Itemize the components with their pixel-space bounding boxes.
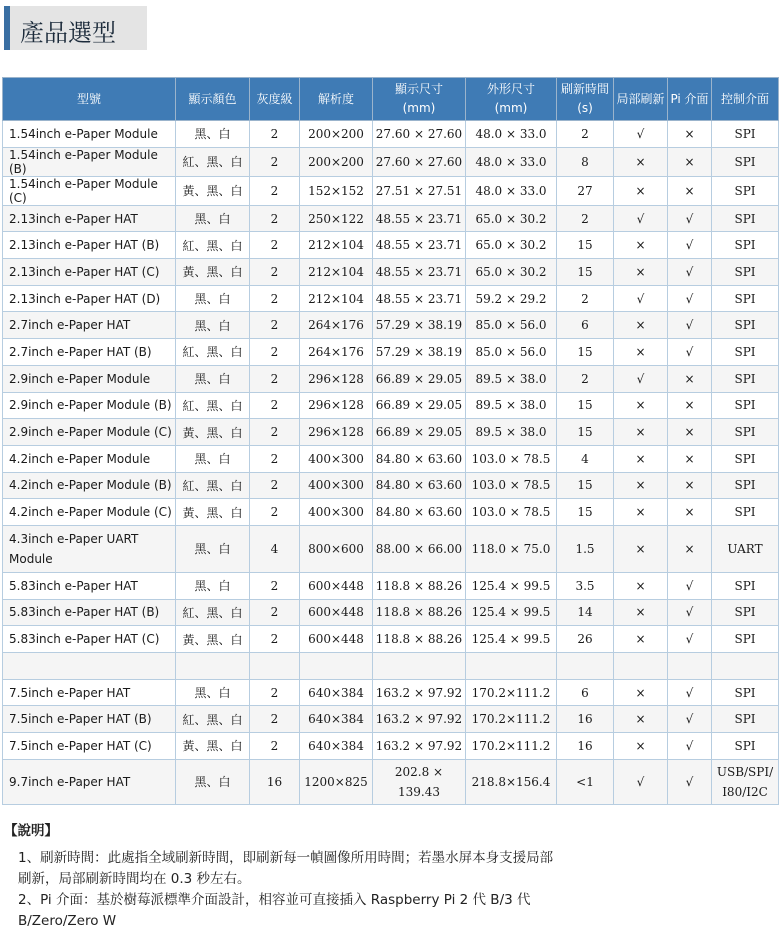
header-label: 型號 xyxy=(76,91,101,106)
cell-display-size xyxy=(373,653,466,680)
cell-refresh-time: 15 xyxy=(557,419,614,446)
note-item-2-continued: B/Zero/Zero W xyxy=(18,913,117,929)
cell-display-size: 84.80 × 63.60 xyxy=(373,472,466,499)
table-row xyxy=(3,599,779,626)
cell-display-size: 163.2 × 97.92 xyxy=(373,706,466,733)
cell-model: 2.7inch e-Paper HAT xyxy=(3,312,176,339)
cell-display-size: 48.55 × 23.71 xyxy=(373,205,466,232)
cell-resolution: 400×300 xyxy=(300,472,373,499)
cell-control-interface xyxy=(712,653,779,680)
cell-pi-interface: √ xyxy=(668,759,712,804)
cell-refresh-time: 27 xyxy=(557,176,614,205)
table-row xyxy=(3,285,779,312)
cell-refresh-time: 6 xyxy=(557,312,614,339)
cell-gray: 2 xyxy=(250,572,300,599)
cell-resolution: 212×104 xyxy=(300,285,373,312)
table-row xyxy=(3,626,779,653)
cell-pi-interface: √ xyxy=(668,232,712,259)
cell-resolution: 212×104 xyxy=(300,259,373,286)
cell-model: 2.9inch e-Paper Module (B) xyxy=(3,392,176,419)
cell-color: 黑、白 xyxy=(176,445,250,472)
header-label: 顯示顏色 xyxy=(188,91,237,106)
cell-outline-size: 65.0 × 30.2 xyxy=(466,232,557,259)
cell-control-interface: SPI xyxy=(712,679,779,706)
cell-partial-refresh: × xyxy=(614,599,668,626)
cell-display-size: 88.00 × 66.00 xyxy=(373,525,466,572)
product-selection-table xyxy=(2,77,779,805)
cell-color: 黑、白 xyxy=(176,121,250,148)
cell-gray: 2 xyxy=(250,205,300,232)
cell-pi-interface: √ xyxy=(668,599,712,626)
header-unit: (mm) xyxy=(494,101,528,115)
cell-pi-interface: √ xyxy=(668,572,712,599)
cell-color: 黑、白 xyxy=(176,205,250,232)
cell-refresh-time: 15 xyxy=(557,392,614,419)
cell-model: 1.54inch e-Paper Module xyxy=(3,121,176,148)
cell-outline-size: 48.0 × 33.0 xyxy=(466,176,557,205)
cell-gray: 2 xyxy=(250,599,300,626)
header-color xyxy=(176,78,250,121)
cell-color: 黑、白 xyxy=(176,572,250,599)
cell-display-size: 202.8 × 139.43 xyxy=(373,759,466,804)
cell-partial-refresh: × xyxy=(614,499,668,526)
cell-gray: 2 xyxy=(250,339,300,366)
table-row xyxy=(3,679,779,706)
cell-resolution: 200×200 xyxy=(300,147,373,176)
cell-control-interface: SPI xyxy=(712,312,779,339)
table-row xyxy=(3,733,779,760)
cell-refresh-time: 15 xyxy=(557,232,614,259)
header-label: 控制介面 xyxy=(720,91,769,106)
cell-outline-size: 118.0 × 75.0 xyxy=(466,525,557,572)
cell-pi-interface: √ xyxy=(668,626,712,653)
cell-color: 黑、白 xyxy=(176,525,250,572)
cell-display-size: 118.8 × 88.26 xyxy=(373,572,466,599)
cell-outline-size: 89.5 × 38.0 xyxy=(466,365,557,392)
cell-gray: 2 xyxy=(250,626,300,653)
cell-pi-interface: × xyxy=(668,525,712,572)
cell-partial-refresh: × xyxy=(614,339,668,366)
cell-control-interface: SPI xyxy=(712,572,779,599)
cell-display-size: 48.55 × 23.71 xyxy=(373,232,466,259)
cell-outline-size: 218.8×156.4 xyxy=(466,759,557,804)
cell-color: 黑、白 xyxy=(176,365,250,392)
cell-gray xyxy=(250,653,300,680)
cell-model: 9.7inch e-Paper HAT xyxy=(3,759,176,804)
table-row xyxy=(3,499,779,526)
cell-pi-interface: √ xyxy=(668,312,712,339)
cell-pi-interface: × xyxy=(668,419,712,446)
table-row xyxy=(3,706,779,733)
cell-gray: 2 xyxy=(250,365,300,392)
table-row xyxy=(3,365,779,392)
cell-display-size: 27.60 × 27.60 xyxy=(373,121,466,148)
note-item-2: 2、Pi 介面：基於樹莓派標準介面設計，相容並可直接插入 Raspberry Pi 2 代 B/3 代 xyxy=(18,892,531,908)
cell-pi-interface: × xyxy=(668,472,712,499)
cell-resolution: 600×448 xyxy=(300,599,373,626)
cell-control-interface: SPI xyxy=(712,599,779,626)
cell-partial-refresh: √ xyxy=(614,285,668,312)
cell-color: 紅、黑、白 xyxy=(176,472,250,499)
note-item-1: 1、刷新時間：此處指全域刷新時間，即刷新每一幀圖像所用時間；若墨水屏本身支援局部 xyxy=(18,850,554,866)
cell-display-size: 118.8 × 88.26 xyxy=(373,599,466,626)
header-label: 局部刷新 xyxy=(616,91,665,106)
cell-resolution: 640×384 xyxy=(300,679,373,706)
cell-color: 紅、黑、白 xyxy=(176,706,250,733)
cell-model: 7.5inch e-Paper HAT xyxy=(3,679,176,706)
cell-color: 黃、黑、白 xyxy=(176,733,250,760)
cell-model: 4.2inch e-Paper Module xyxy=(3,445,176,472)
cell-partial-refresh: × xyxy=(614,147,668,176)
table-header-row xyxy=(3,78,779,121)
cell-partial-refresh: √ xyxy=(614,121,668,148)
cell-partial-refresh: √ xyxy=(614,759,668,804)
cell-pi-interface: √ xyxy=(668,339,712,366)
cell-pi-interface: × xyxy=(668,176,712,205)
table-row xyxy=(3,445,779,472)
page-title: 產品選型 xyxy=(20,19,116,47)
table-row xyxy=(3,759,779,804)
cell-pi-interface: √ xyxy=(668,285,712,312)
cell-control-interface: SPI xyxy=(712,259,779,286)
cell-color: 紅、黑、白 xyxy=(176,147,250,176)
cell-pi-interface: × xyxy=(668,365,712,392)
header-pi-interface xyxy=(668,78,712,121)
cell-refresh-time: 3.5 xyxy=(557,572,614,599)
cell-pi-interface: √ xyxy=(668,706,712,733)
cell-display-size: 27.51 × 27.51 xyxy=(373,176,466,205)
header-label: 外形尺寸 xyxy=(486,82,535,96)
cell-refresh-time xyxy=(557,653,614,680)
cell-gray: 16 xyxy=(250,759,300,804)
cell-partial-refresh xyxy=(614,653,668,680)
cell-model: 2.13inch e-Paper HAT xyxy=(3,205,176,232)
table-row xyxy=(3,312,779,339)
cell-model: 5.83inch e-Paper HAT (B) xyxy=(3,599,176,626)
table-row xyxy=(3,653,779,680)
cell-color: 黃、黑、白 xyxy=(176,176,250,205)
header-unit: (mm) xyxy=(402,101,436,115)
header-refresh-time xyxy=(557,78,614,121)
cell-gray: 2 xyxy=(250,285,300,312)
cell-resolution: 600×448 xyxy=(300,572,373,599)
cell-outline-size: 85.0 × 56.0 xyxy=(466,312,557,339)
cell-color: 黑、白 xyxy=(176,285,250,312)
cell-resolution: 800×600 xyxy=(300,525,373,572)
cell-outline-size: 48.0 × 33.0 xyxy=(466,147,557,176)
table-row xyxy=(3,472,779,499)
cell-gray: 2 xyxy=(250,176,300,205)
header-model xyxy=(3,78,176,121)
cell-outline-size: 89.5 × 38.0 xyxy=(466,419,557,446)
cell-color xyxy=(176,653,250,680)
cell-resolution: 640×384 xyxy=(300,706,373,733)
cell-display-size: 66.89 × 29.05 xyxy=(373,392,466,419)
cell-control-interface: SPI xyxy=(712,706,779,733)
cell-partial-refresh: × xyxy=(614,392,668,419)
cell-control-interface: SPI xyxy=(712,392,779,419)
cell-gray: 2 xyxy=(250,259,300,286)
cell-pi-interface: × xyxy=(668,147,712,176)
notes-section xyxy=(0,821,780,932)
cell-refresh-time: 4 xyxy=(557,445,614,472)
cell-resolution xyxy=(300,653,373,680)
cell-gray: 2 xyxy=(250,472,300,499)
cell-model: 1.54inch e-Paper Module (B) xyxy=(3,147,176,176)
cell-display-size: 48.55 × 23.71 xyxy=(373,259,466,286)
cell-pi-interface: × xyxy=(668,445,712,472)
cell-color: 紅、黑、白 xyxy=(176,232,250,259)
cell-partial-refresh: × xyxy=(614,572,668,599)
cell-color: 紅、黑、白 xyxy=(176,599,250,626)
cell-gray: 2 xyxy=(250,419,300,446)
cell-gray: 2 xyxy=(250,499,300,526)
cell-color: 黃、黑、白 xyxy=(176,499,250,526)
cell-gray: 2 xyxy=(250,679,300,706)
cell-control-interface: SPI xyxy=(712,419,779,446)
cell-refresh-time: 14 xyxy=(557,599,614,626)
cell-refresh-time: 8 xyxy=(557,147,614,176)
cell-display-size: 57.29 × 38.19 xyxy=(373,312,466,339)
cell-pi-interface: × xyxy=(668,392,712,419)
cell-outline-size: 103.0 × 78.5 xyxy=(466,499,557,526)
cell-refresh-time: 6 xyxy=(557,679,614,706)
header-label: 解析度 xyxy=(317,91,354,106)
cell-resolution: 640×384 xyxy=(300,733,373,760)
cell-color: 黃、黑、白 xyxy=(176,419,250,446)
cell-refresh-time: 15 xyxy=(557,472,614,499)
cell-model: 7.5inch e-Paper HAT (B) xyxy=(3,706,176,733)
cell-control-interface: UART xyxy=(712,525,779,572)
cell-outline-size: 125.4 × 99.5 xyxy=(466,599,557,626)
cell-gray: 4 xyxy=(250,525,300,572)
cell-partial-refresh: × xyxy=(614,232,668,259)
cell-partial-refresh: × xyxy=(614,733,668,760)
cell-resolution: 152×152 xyxy=(300,176,373,205)
cell-refresh-time: 15 xyxy=(557,259,614,286)
cell-model: 4.2inch e-Paper Module (C) xyxy=(3,499,176,526)
cell-color: 黃、黑、白 xyxy=(176,259,250,286)
header-label: 灰度級 xyxy=(256,91,293,106)
cell-model: 2.9inch e-Paper Module (C) xyxy=(3,419,176,446)
cell-resolution: 200×200 xyxy=(300,121,373,148)
cell-refresh-time: 1.5 xyxy=(557,525,614,572)
table-row xyxy=(3,392,779,419)
cell-refresh-time: 16 xyxy=(557,733,614,760)
cell-resolution: 296×128 xyxy=(300,365,373,392)
cell-resolution: 250×122 xyxy=(300,205,373,232)
cell-partial-refresh: × xyxy=(614,445,668,472)
table-row xyxy=(3,147,779,176)
cell-refresh-time: 16 xyxy=(557,706,614,733)
cell-partial-refresh: × xyxy=(614,259,668,286)
cell-resolution: 1200×825 xyxy=(300,759,373,804)
cell-partial-refresh: × xyxy=(614,679,668,706)
header-label: Pi 介面 xyxy=(670,91,709,106)
cell-display-size: 84.80 × 63.60 xyxy=(373,499,466,526)
cell-display-size: 66.89 × 29.05 xyxy=(373,365,466,392)
cell-color: 黑、白 xyxy=(176,679,250,706)
cell-control-interface: SPI xyxy=(712,176,779,205)
cell-model: 2.13inch e-Paper HAT (D) xyxy=(3,285,176,312)
cell-model: 2.9inch e-Paper Module xyxy=(3,365,176,392)
table-row xyxy=(3,205,779,232)
cell-model: 2.7inch e-Paper HAT (B) xyxy=(3,339,176,366)
cell-resolution: 400×300 xyxy=(300,445,373,472)
cell-resolution: 296×128 xyxy=(300,392,373,419)
cell-display-size: 48.55 × 23.71 xyxy=(373,285,466,312)
cell-resolution: 400×300 xyxy=(300,499,373,526)
header-display-size xyxy=(373,78,466,121)
cell-outline-size: 48.0 × 33.0 xyxy=(466,121,557,148)
table-row xyxy=(3,525,779,572)
cell-control-interface: SPI xyxy=(712,232,779,259)
cell-resolution: 296×128 xyxy=(300,419,373,446)
cell-model: 5.83inch e-Paper HAT xyxy=(3,572,176,599)
cell-model: 1.54inch e-Paper Module (C) xyxy=(3,176,176,205)
cell-outline-size: 85.0 × 56.0 xyxy=(466,339,557,366)
cell-refresh-time: 15 xyxy=(557,339,614,366)
table-row xyxy=(3,121,779,148)
cell-pi-interface xyxy=(668,653,712,680)
table-row xyxy=(3,339,779,366)
cell-model: 7.5inch e-Paper HAT (C) xyxy=(3,733,176,760)
table-row xyxy=(3,176,779,205)
cell-outline-size: 59.2 × 29.2 xyxy=(466,285,557,312)
header-label: 刷新時間 xyxy=(560,82,609,96)
table-row xyxy=(3,419,779,446)
cell-display-size: 27.60 × 27.60 xyxy=(373,147,466,176)
cell-partial-refresh: × xyxy=(614,312,668,339)
cell-resolution: 600×448 xyxy=(300,626,373,653)
header-resolution xyxy=(300,78,373,121)
cell-outline-size: 170.2×111.2 xyxy=(466,706,557,733)
cell-pi-interface: √ xyxy=(668,205,712,232)
header-control-interface xyxy=(712,78,779,121)
cell-control-interface: USB/SPI/ I80/I2C xyxy=(712,759,779,804)
cell-model xyxy=(3,653,176,680)
cell-color: 黃、黑、白 xyxy=(176,626,250,653)
cell-control-interface: SPI xyxy=(712,499,779,526)
cell-display-size: 163.2 × 97.92 xyxy=(373,733,466,760)
cell-outline-size: 103.0 × 78.5 xyxy=(466,445,557,472)
cell-gray: 2 xyxy=(250,392,300,419)
cell-control-interface: SPI xyxy=(712,285,779,312)
cell-outline-size: 125.4 × 99.5 xyxy=(466,572,557,599)
cell-control-interface: SPI xyxy=(712,121,779,148)
table-row xyxy=(3,259,779,286)
cell-outline-size: 125.4 × 99.5 xyxy=(466,626,557,653)
cell-resolution: 264×176 xyxy=(300,339,373,366)
cell-display-size: 66.89 × 29.05 xyxy=(373,419,466,446)
cell-resolution: 264×176 xyxy=(300,312,373,339)
cell-control-interface: SPI xyxy=(712,365,779,392)
cell-resolution: 212×104 xyxy=(300,232,373,259)
cell-display-size: 118.8 × 88.26 xyxy=(373,626,466,653)
cell-model: 2.13inch e-Paper HAT (C) xyxy=(3,259,176,286)
cell-model: 2.13inch e-Paper HAT (B) xyxy=(3,232,176,259)
cell-outline-size: 170.2×111.2 xyxy=(466,679,557,706)
header-outline-size xyxy=(466,78,557,121)
cell-gray: 2 xyxy=(250,312,300,339)
cell-pi-interface: √ xyxy=(668,679,712,706)
cell-color: 紅、黑、白 xyxy=(176,339,250,366)
cell-display-size: 57.29 × 38.19 xyxy=(373,339,466,366)
cell-gray: 2 xyxy=(250,733,300,760)
cell-refresh-time: <1 xyxy=(557,759,614,804)
cell-pi-interface: × xyxy=(668,499,712,526)
cell-display-size: 163.2 × 97.92 xyxy=(373,679,466,706)
cell-outline-size: 103.0 × 78.5 xyxy=(466,472,557,499)
cell-partial-refresh: × xyxy=(614,706,668,733)
cell-pi-interface: √ xyxy=(668,733,712,760)
cell-refresh-time: 2 xyxy=(557,365,614,392)
cell-outline-size: 65.0 × 30.2 xyxy=(466,259,557,286)
page-title-box xyxy=(4,6,147,50)
cell-refresh-time: 2 xyxy=(557,285,614,312)
cell-model: 5.83inch e-Paper HAT (C) xyxy=(3,626,176,653)
cell-control-interface: SPI xyxy=(712,445,779,472)
note-item-1-continued: 刷新，局部刷新時間均在 0.3 秒左右。 xyxy=(18,871,251,887)
cell-partial-refresh: × xyxy=(614,472,668,499)
cell-control-interface: SPI xyxy=(712,733,779,760)
cell-outline-size: 89.5 × 38.0 xyxy=(466,392,557,419)
header-gray xyxy=(250,78,300,121)
cell-model: 4.2inch e-Paper Module (B) xyxy=(3,472,176,499)
cell-refresh-time: 2 xyxy=(557,121,614,148)
cell-control-interface: SPI xyxy=(712,205,779,232)
table-row xyxy=(3,572,779,599)
cell-gray: 2 xyxy=(250,232,300,259)
cell-partial-refresh: × xyxy=(614,525,668,572)
cell-gray: 2 xyxy=(250,445,300,472)
header-partial-refresh xyxy=(614,78,668,121)
cell-refresh-time: 15 xyxy=(557,499,614,526)
cell-partial-refresh: × xyxy=(614,419,668,446)
cell-control-interface: SPI xyxy=(712,472,779,499)
cell-partial-refresh: √ xyxy=(614,205,668,232)
cell-gray: 2 xyxy=(250,706,300,733)
header-unit: (s) xyxy=(577,101,593,115)
cell-partial-refresh: × xyxy=(614,626,668,653)
cell-refresh-time: 26 xyxy=(557,626,614,653)
cell-outline-size xyxy=(466,653,557,680)
header-label: 顯示尺寸 xyxy=(394,82,443,96)
cell-model: 4.3inch e-Paper UART Module xyxy=(3,525,176,572)
cell-gray: 2 xyxy=(250,121,300,148)
cell-control-interface: SPI xyxy=(712,147,779,176)
notes-heading: 【說明】 xyxy=(4,823,58,839)
cell-partial-refresh: × xyxy=(614,176,668,205)
cell-outline-size: 170.2×111.2 xyxy=(466,733,557,760)
cell-control-interface: SPI xyxy=(712,626,779,653)
cell-color: 紅、黑、白 xyxy=(176,392,250,419)
cell-color: 黑、白 xyxy=(176,759,250,804)
cell-pi-interface: × xyxy=(668,121,712,148)
cell-control-interface: SPI xyxy=(712,339,779,366)
cell-partial-refresh: √ xyxy=(614,365,668,392)
table-row xyxy=(3,232,779,259)
cell-outline-size: 65.0 × 30.2 xyxy=(466,205,557,232)
cell-refresh-time: 2 xyxy=(557,205,614,232)
cell-display-size: 84.80 × 63.60 xyxy=(373,445,466,472)
cell-gray: 2 xyxy=(250,147,300,176)
cell-color: 黑、白 xyxy=(176,312,250,339)
cell-pi-interface: √ xyxy=(668,259,712,286)
